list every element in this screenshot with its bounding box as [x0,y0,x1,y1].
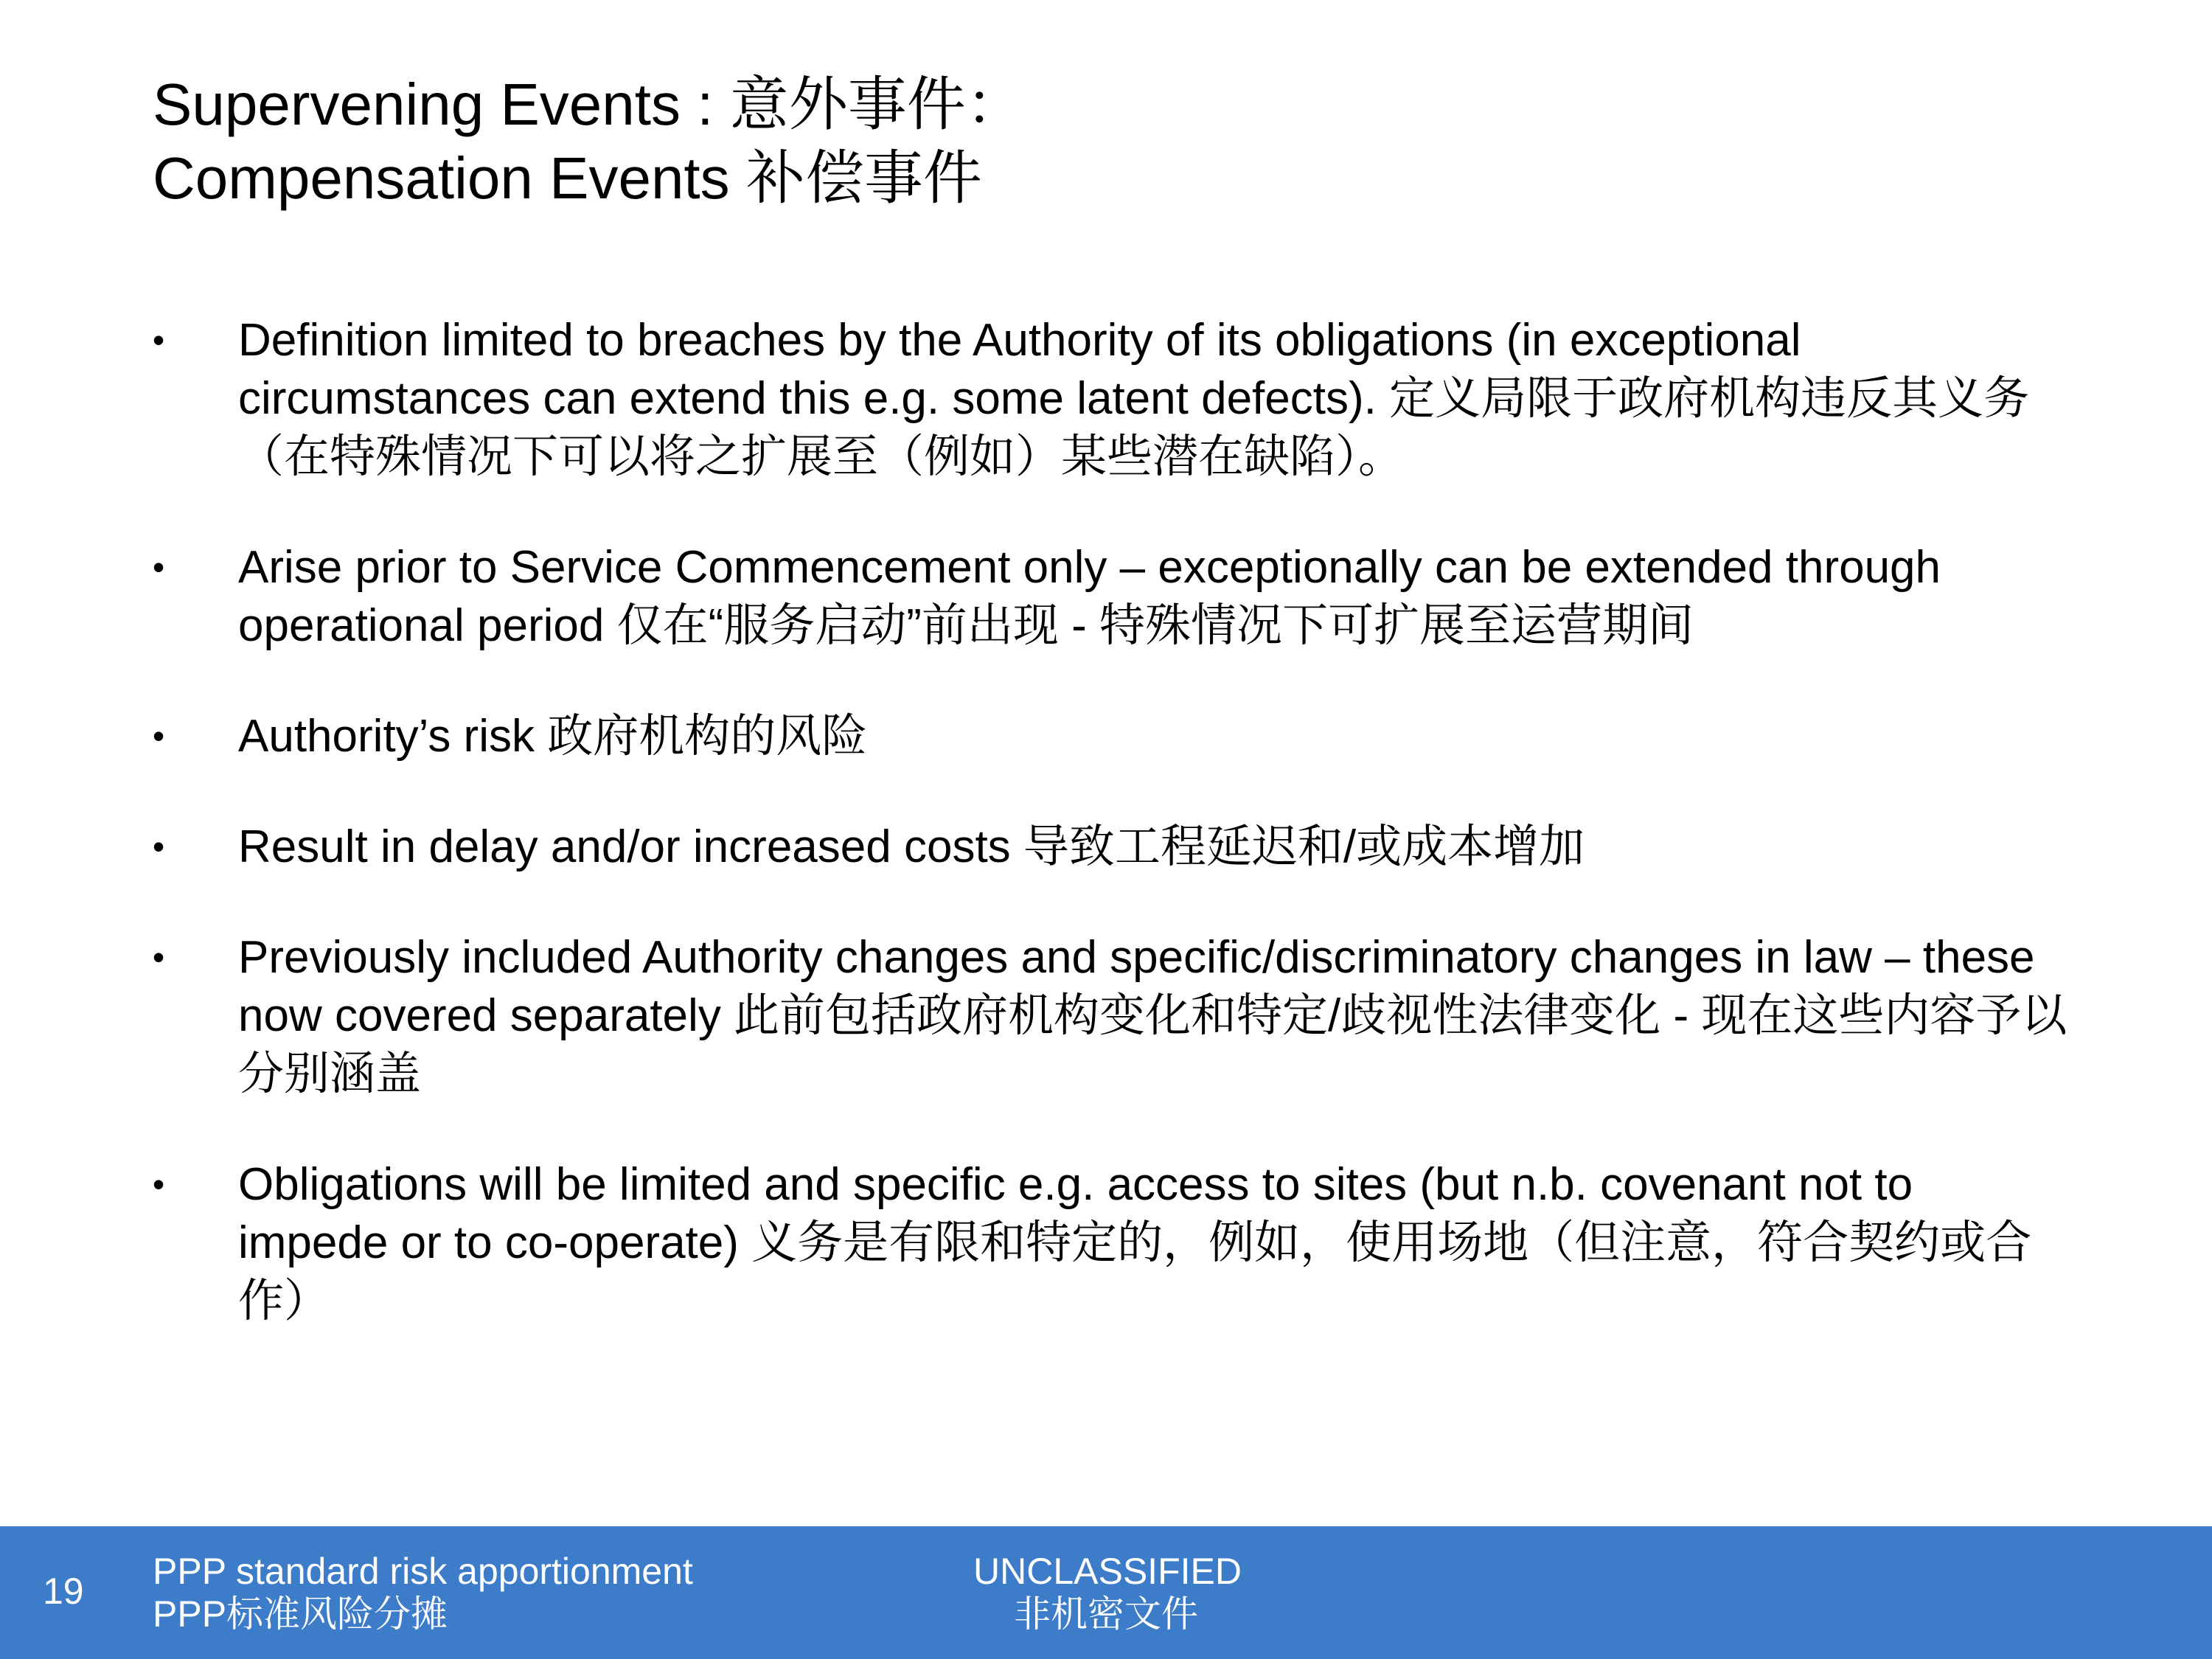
bullet-text: Authority’s risk 政府机构的风险 [238,711,868,762]
bullet-text: Definition limited to breaches by the Authority of its obligations (in exceptional circumstances can extend this e.g. some latent defects). 定义局限于政府机构违反其义务（在特殊情况下可以将之扩展至（例如）某些潜在缺陷）。 [238,315,2030,482]
bullet-marker: • [153,548,165,586]
bullet-marker: • [153,827,165,866]
bullet-item-arise-prior [153,538,2070,655]
classification-chinese: 非机密文件 [1014,1593,1198,1635]
bullet-marker: • [153,321,165,359]
footer-document-title [153,1550,693,1635]
bullet-item-definition [153,311,2070,486]
bullet-marker: • [153,1165,165,1203]
title-line-2: Compensation Events 补偿事件 [153,145,982,211]
footer-title-chinese: PPP标准风险分摊 [153,1593,448,1635]
bullet-text: Result in delay and/or increased costs 导致工程延迟和/或成本增加 [238,821,1585,872]
bullet-item-delay-costs [153,818,2070,876]
slide-title [153,68,2070,215]
footer-title-english: PPP standard risk apportionment [153,1551,693,1592]
bullet-item-previously-included [153,928,2070,1103]
footer-classification [973,1550,1242,1635]
bullet-text: Arise prior to Service Commencement only – exceptionally can be extended through operational period 仅在“服务启动”前出现 - 特殊情况下可扩展至运营期间 [238,542,1941,651]
bullet-marker: • [153,717,165,755]
bullet-item-obligations [153,1155,2070,1330]
bullet-text: Previously included Authority changes and specific/discriminatory changes in law – these now covered separately 此前包括政府机构变化和特定/歧视性法律变化 - 现在这些内容予以分别涵盖 [238,932,2067,1099]
bullet-marker: • [153,938,165,976]
bullet-text: Obligations will be limited and specific e.g. access to sites (but n.b. covenant not to impede or to co-operate) 义务是有限和特定的，例如，使用场地（但注意，符合契约或合作） [238,1159,2032,1326]
classification-english: UNCLASSIFIED [973,1551,1242,1592]
footer-bar [0,1526,2212,1659]
page-number: 19 [43,1571,84,1612]
bullet-list [153,311,2070,1382]
title-line-1: Supervening Events : 意外事件： [153,72,1025,137]
bullet-item-authority-risk [153,707,2070,765]
